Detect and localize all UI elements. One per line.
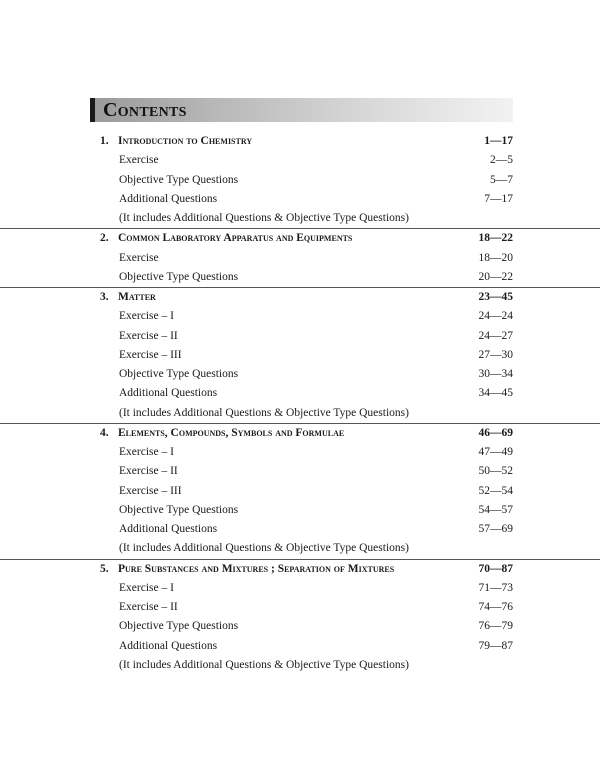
chapter-pages: 46—69 xyxy=(478,426,513,439)
section-row[interactable] xyxy=(0,346,600,365)
section-pages: 2—5 xyxy=(490,154,513,167)
section-row[interactable] xyxy=(0,327,600,346)
chapter-pages: 23—45 xyxy=(478,291,513,303)
section-row xyxy=(0,539,600,558)
section-pages: 34—45 xyxy=(478,387,513,400)
section-row[interactable] xyxy=(0,268,600,287)
section-row[interactable] xyxy=(0,579,600,598)
chapter-row[interactable] xyxy=(0,287,600,307)
contents-header xyxy=(90,98,513,122)
section-pages: 20—22 xyxy=(478,270,513,283)
chapter-number: 4. xyxy=(100,426,109,439)
section-row xyxy=(0,209,600,228)
section-pages: 24—24 xyxy=(478,310,513,323)
section-pages: 79—87 xyxy=(478,639,513,652)
section-pages: 18—20 xyxy=(478,251,513,264)
section-row[interactable] xyxy=(0,171,600,190)
section-row[interactable] xyxy=(0,307,600,326)
section-pages: 7—17 xyxy=(484,192,513,205)
chapter-title: Pure Substances and Mixtures ; Separation of Mixtures xyxy=(118,562,395,575)
chapter-pages: 18—22 xyxy=(478,232,513,245)
chapter-number: 3. xyxy=(100,291,109,303)
section-label: Exercise – III xyxy=(119,484,182,497)
section-label: Additional Questions xyxy=(119,639,218,652)
section-pages: 50—52 xyxy=(478,465,513,478)
chapter-number: 5. xyxy=(100,562,109,575)
chapter-row[interactable] xyxy=(0,132,600,151)
section-row[interactable] xyxy=(0,598,600,617)
section-pages: 47—49 xyxy=(478,446,513,458)
section-label: Objective Type Questions xyxy=(119,503,239,516)
chapter-pages: 70—87 xyxy=(478,562,513,575)
chapter-title: Common Laboratory Apparatus and Equipments xyxy=(118,232,353,245)
chapter-title: Elements, Compounds, Symbols and Formulae xyxy=(118,426,345,439)
section-row[interactable] xyxy=(0,617,600,636)
section-pages: 52—54 xyxy=(478,484,513,497)
section-pages: 57—69 xyxy=(478,523,513,535)
chapter-number: 2. xyxy=(100,232,109,245)
section-row[interactable] xyxy=(0,384,600,403)
section-pages: 27—30 xyxy=(478,348,513,361)
section-pages: 71—73 xyxy=(478,581,513,594)
section-row[interactable] xyxy=(0,249,600,268)
section-label: Exercise – II xyxy=(119,465,178,478)
section-pages: 74—76 xyxy=(478,601,513,613)
section-pages: 54—57 xyxy=(478,503,513,516)
section-row[interactable] xyxy=(0,462,600,481)
section-label: Objective Type Questions xyxy=(119,173,239,186)
section-note: (It includes Additional Questions & Objective Type Questions) xyxy=(119,542,409,555)
section-label: Objective Type Questions xyxy=(119,368,239,380)
section-row xyxy=(0,656,600,675)
section-label: Objective Type Questions xyxy=(119,620,239,633)
section-label: Exercise – II xyxy=(119,329,178,342)
section-label: Additional Questions xyxy=(119,523,218,535)
section-row xyxy=(0,404,600,423)
section-label: Exercise – III xyxy=(119,348,182,361)
section-row[interactable] xyxy=(0,151,600,170)
section-label: Exercise xyxy=(119,251,159,264)
section-pages: 30—34 xyxy=(478,368,513,380)
section-row[interactable] xyxy=(0,482,600,501)
chapter-row[interactable] xyxy=(0,423,600,443)
section-label: Additional Questions xyxy=(119,192,218,205)
section-row[interactable] xyxy=(0,637,600,656)
chapter-row[interactable] xyxy=(0,228,600,248)
section-label: Exercise – I xyxy=(119,446,174,458)
section-pages: 76—79 xyxy=(478,620,513,633)
section-note: (It includes Additional Questions & Objective Type Questions) xyxy=(119,406,409,419)
page-title: Contents xyxy=(103,99,187,121)
section-label: Additional Questions xyxy=(119,387,218,400)
section-row[interactable] xyxy=(0,501,600,520)
section-note: (It includes Additional Questions & Objective Type Questions) xyxy=(119,658,409,671)
section-pages: 24—27 xyxy=(478,329,513,342)
section-label: Objective Type Questions xyxy=(119,270,239,283)
section-label: Exercise – I xyxy=(119,310,174,323)
section-label: Exercise – II xyxy=(119,601,178,613)
section-row[interactable] xyxy=(0,520,600,539)
chapter-title: Matter xyxy=(118,291,156,303)
chapter-pages: 1—17 xyxy=(484,135,513,147)
section-row[interactable] xyxy=(0,365,600,384)
section-note: (It includes Additional Questions & Objective Type Questions) xyxy=(119,212,409,224)
table-of-contents xyxy=(0,132,600,675)
section-pages: 5—7 xyxy=(490,173,513,186)
chapter-row[interactable] xyxy=(0,559,600,579)
chapter-number: 1. xyxy=(100,135,109,147)
chapter-title: Introduction to Chemistry xyxy=(118,135,253,147)
section-label: Exercise – I xyxy=(119,581,174,594)
section-row[interactable] xyxy=(0,443,600,462)
header-accent-bar xyxy=(90,98,95,122)
section-row[interactable] xyxy=(0,190,600,209)
section-label: Exercise xyxy=(119,154,159,167)
